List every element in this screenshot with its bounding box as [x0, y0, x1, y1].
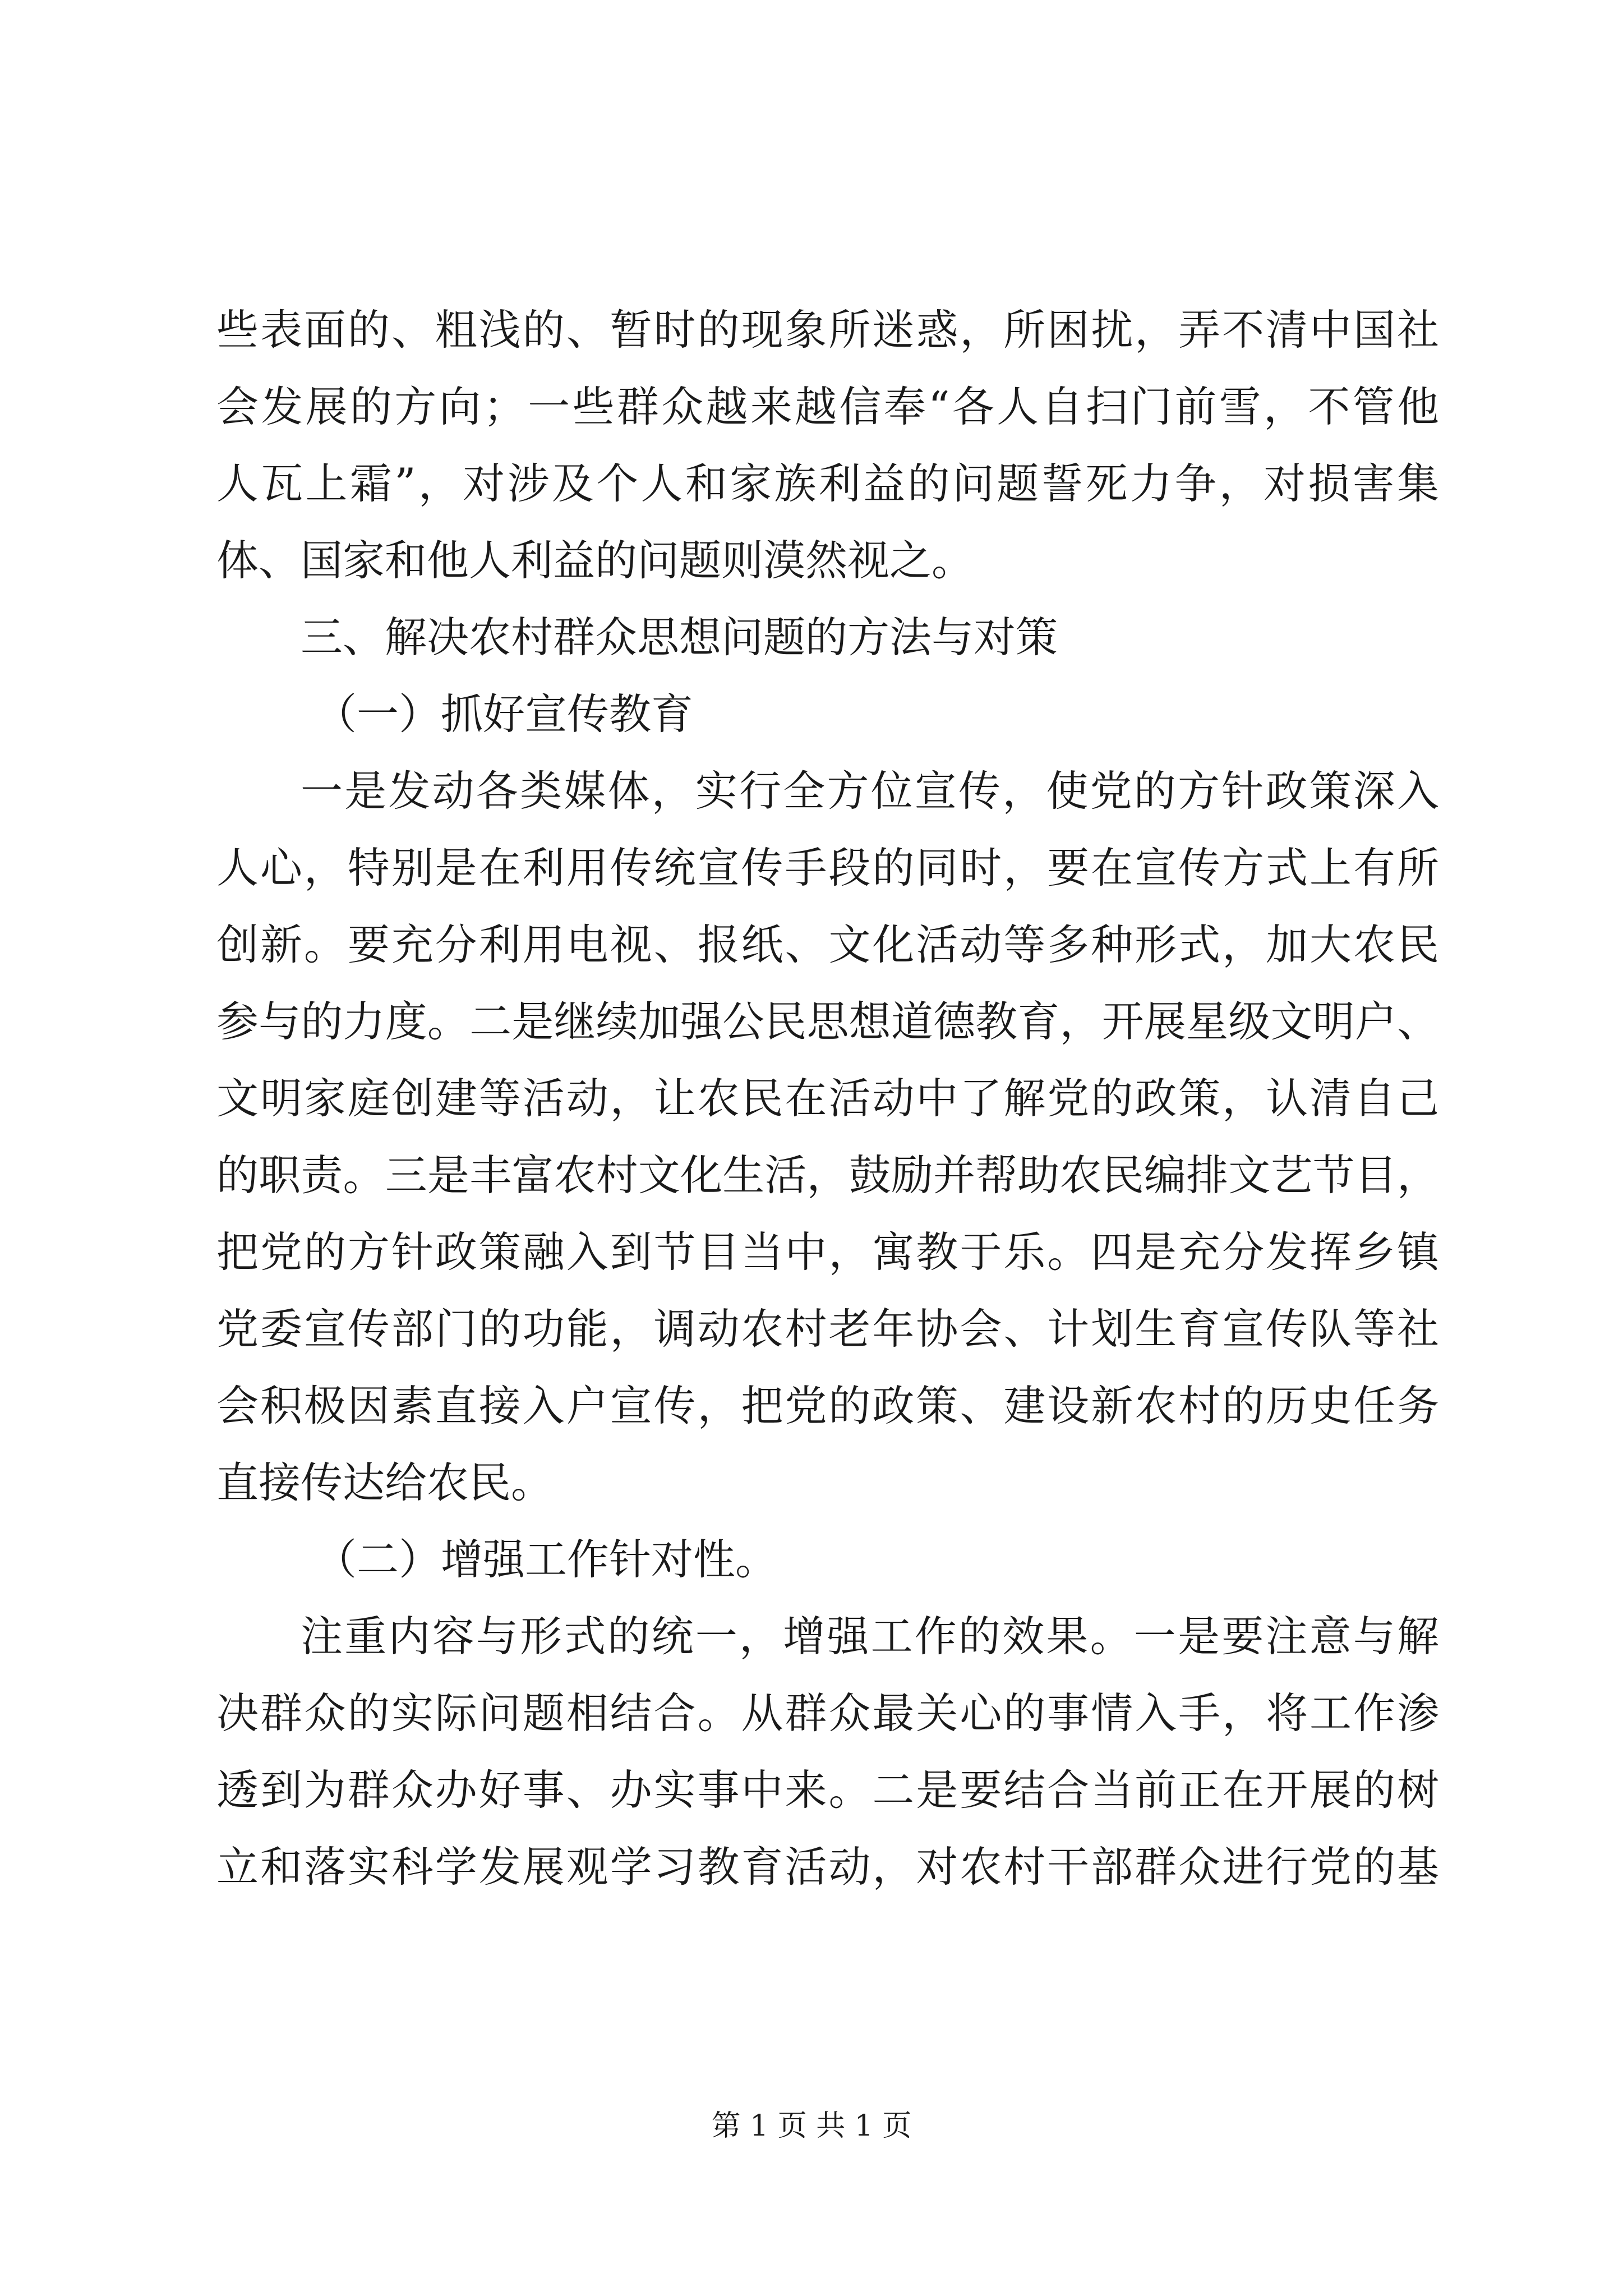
paragraph-body: [216, 1598, 1439, 1906]
text-line: 立和落实科学发展观学习教育活动，对农村干部群众进行党的基: [216, 1842, 1439, 1892]
page-number-label: 第 1 页 共 1 页: [711, 2109, 912, 2143]
text-line: 参与的力度。二是继续加强公民思想道德教育，开展星级文明户、: [216, 997, 1439, 1046]
text-line: 注重内容与形式的统一，增强工作的效果。一是要注意与解: [301, 1612, 1439, 1661]
section-heading-text: 三、解决农村群众思想问题的方法与对策: [301, 613, 1058, 662]
text-line: 决群众的实际问题相结合。从群众最关心的事情入手，将工作渗: [216, 1688, 1439, 1738]
text-line: 把党的方针政策融入到节目当中，寓教于乐。四是充分发挥乡镇: [216, 1227, 1439, 1277]
subsection-heading: [216, 1521, 1439, 1598]
text-line: 直接传达给农民。: [216, 1458, 554, 1507]
text-line: 一是发动各类媒体，实行全方位宣传，使党的方针政策深入: [301, 766, 1439, 816]
text-line: 的职责。三是丰富农村文化生活，鼓励并帮助农民编排文艺节目，: [216, 1151, 1439, 1200]
document-body: [216, 292, 1439, 1906]
subsection-heading-text: （一）抓好宣传教育: [315, 689, 694, 739]
subsection-heading: [216, 676, 1439, 753]
paragraph-body: [216, 753, 1439, 1521]
subsection-heading-text: （二）增强工作针对性。: [315, 1535, 778, 1584]
text-line: 创新。要充分利用电视、报纸、文化活动等多种形式，加大农民: [216, 920, 1439, 969]
text-line: 人心，特别是在利用传统宣传手段的同时，要在宣传方式上有所: [216, 843, 1439, 892]
text-line: 文明家庭创建等活动，让农民在活动中了解党的政策，认清自己: [216, 1074, 1439, 1123]
text-line: 透到为群众办好事、办实事中来。二是要结合当前正在开展的树: [216, 1765, 1439, 1815]
page-footer: [0, 2106, 1623, 2146]
text-line: 党委宣传部门的功能，调动农村老年协会、计划生育宣传队等社: [216, 1304, 1439, 1354]
text-line: 体、国家和他人利益的问题则漠然视之。: [216, 536, 974, 585]
section-heading: [216, 599, 1439, 676]
paragraph-continuation: [216, 292, 1439, 599]
text-line: 会积极因素直接入户宣传，把党的政策、建设新农村的历史任务: [216, 1381, 1439, 1430]
text-line: 人瓦上霜”，对涉及个人和家族利益的问题誓死力争，对损害集: [216, 459, 1439, 508]
text-line: 会发展的方向；一些群众越来越信奉“各人自扫门前雪，不管他: [216, 382, 1439, 431]
text-line: 些表面的、粗浅的、暂时的现象所迷惑，所困扰，弄不清中国社: [216, 305, 1439, 355]
